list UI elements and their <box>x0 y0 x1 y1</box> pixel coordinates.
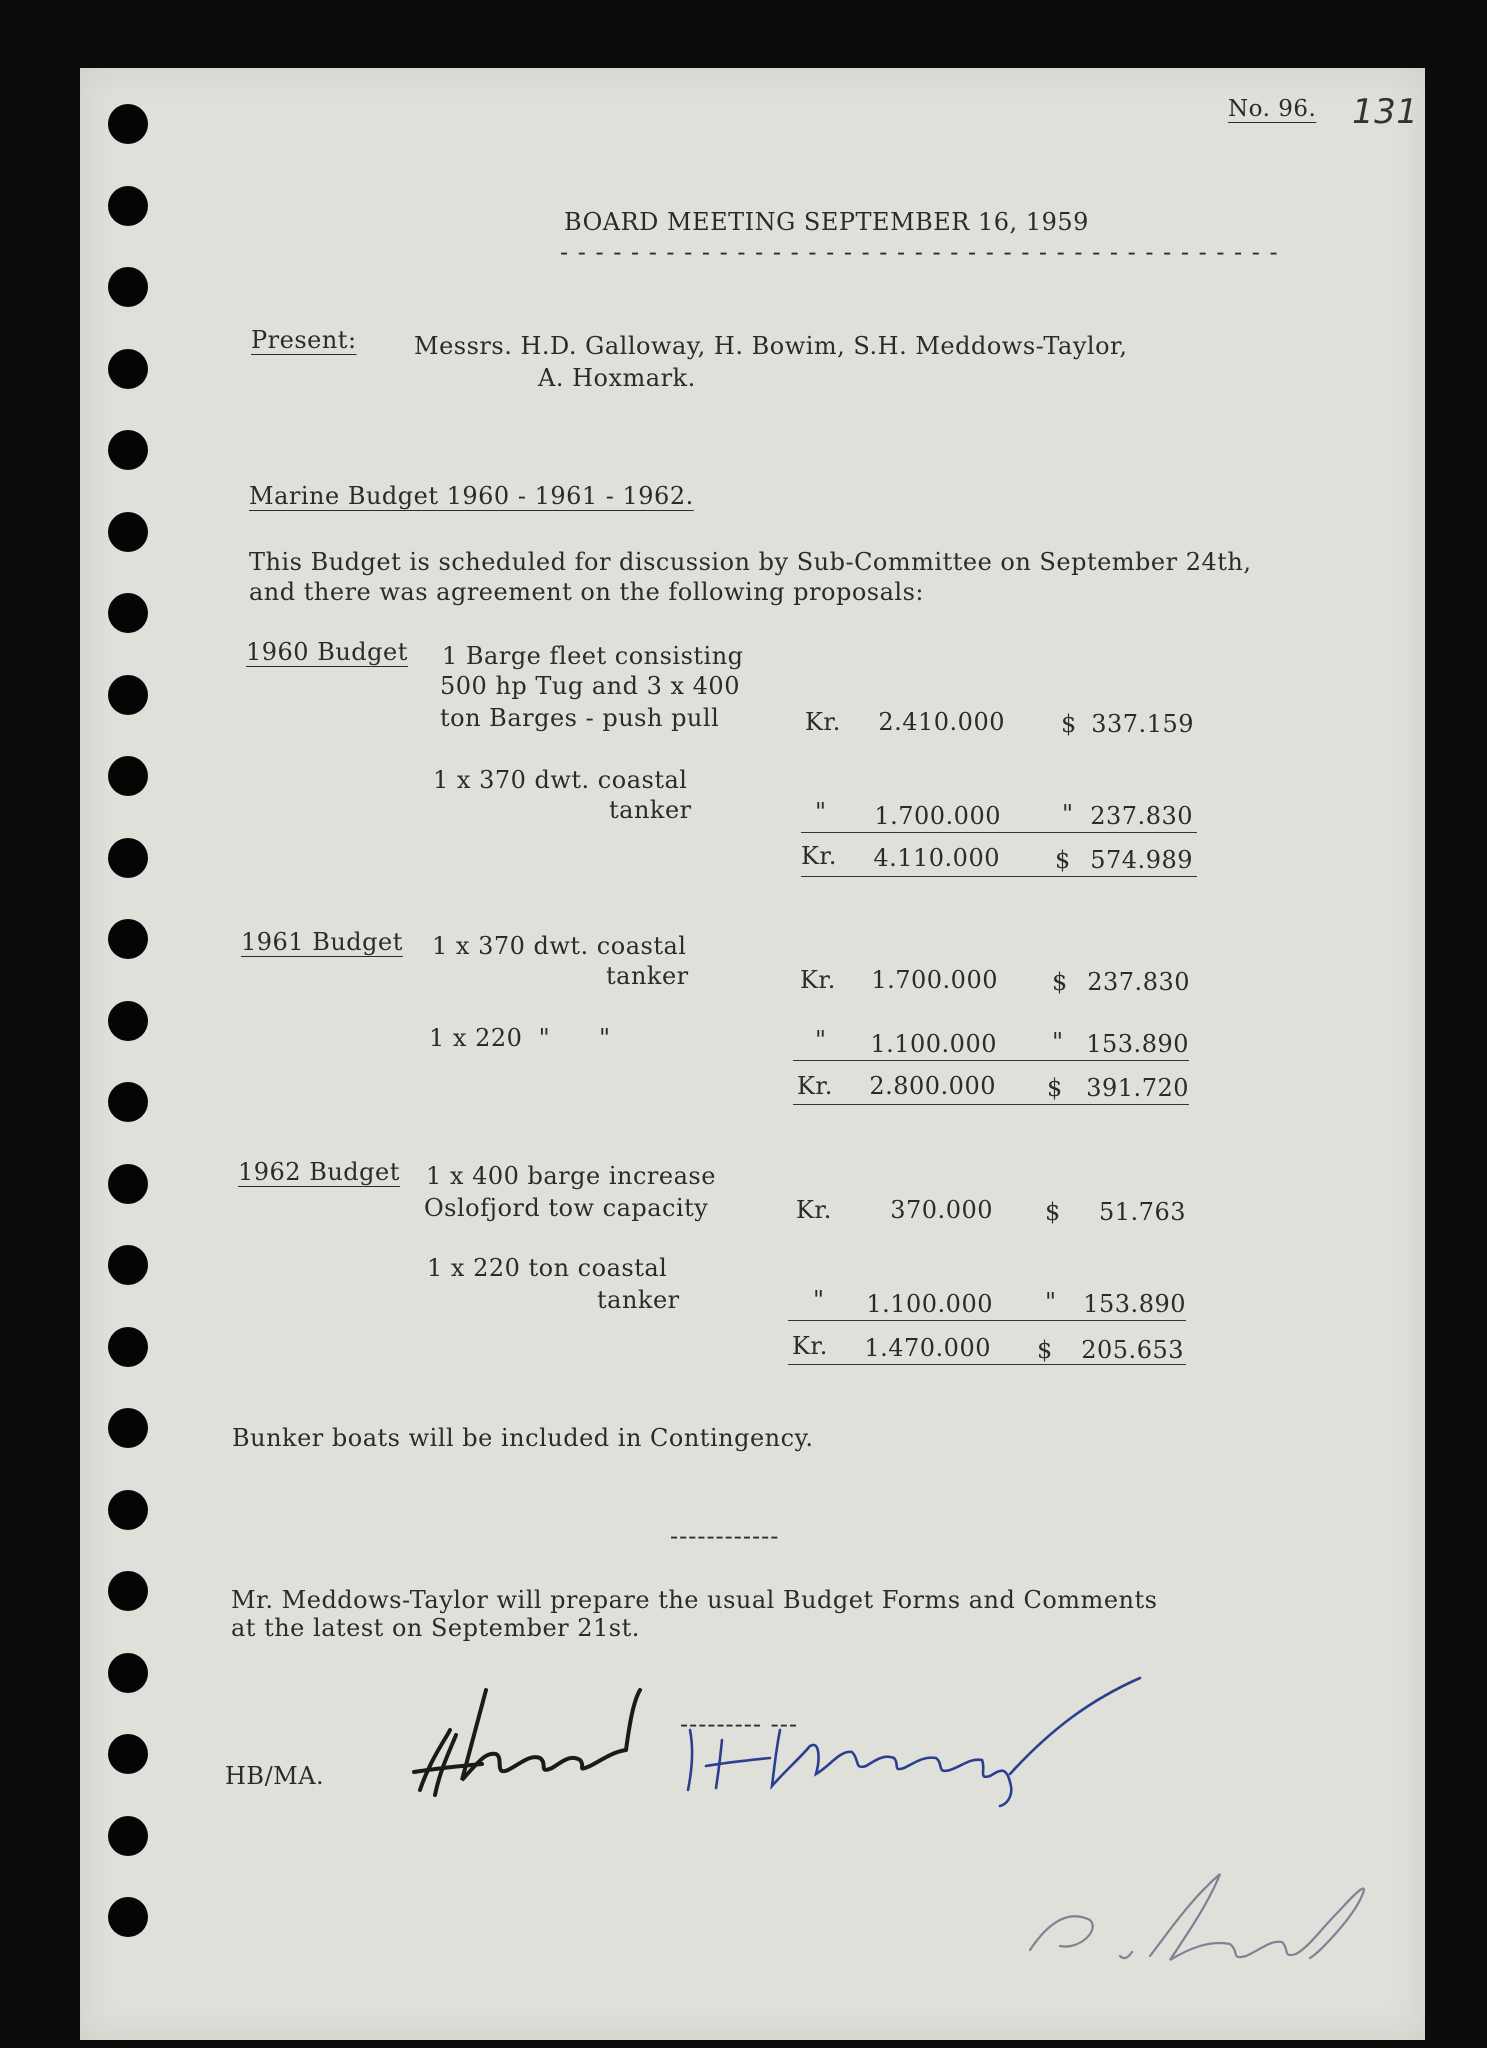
usd-amount: 51.763 <box>1099 1198 1186 1226</box>
signature-line: --------- --- <box>680 1710 798 1738</box>
binder-hole <box>108 349 148 389</box>
binder-hole <box>108 593 148 633</box>
usd-prefix: $ <box>1055 846 1071 874</box>
handwritten-page-number: 131 <box>1352 92 1419 132</box>
binder-hole <box>108 104 148 144</box>
intro-line2: and there was agreement on the following proposals: <box>249 578 924 606</box>
usd-prefix: " <box>1062 800 1074 828</box>
budget-1961-item2-line1: 1 x 220 " " <box>429 1024 611 1052</box>
total-usd-amount: 574.989 <box>1090 846 1193 874</box>
usd-amount: 237.830 <box>1087 968 1190 996</box>
page-title: BOARD MEETING SEPTEMBER 16, 1959 <box>564 208 1089 236</box>
binder-hole <box>108 1327 148 1367</box>
budget-1960-item2-line2: tanker <box>609 796 692 824</box>
kr-amount: 2.410.000 <box>878 708 1005 736</box>
usd-amount: 153.890 <box>1083 1290 1186 1318</box>
budget-1960-label: 1960 Budget <box>246 638 408 666</box>
usd-amount: 237.830 <box>1090 802 1193 830</box>
kr-prefix: " <box>815 798 827 826</box>
usd-prefix: $ <box>1045 1198 1061 1226</box>
usd-prefix: $ <box>1037 1336 1053 1364</box>
binder-hole <box>108 1001 148 1041</box>
binder-hole <box>108 1490 148 1530</box>
binder-hole <box>108 512 148 552</box>
kr-amount: 1.700.000 <box>874 802 1001 830</box>
binder-hole <box>108 1734 148 1774</box>
usd-amount: 153.890 <box>1086 1030 1189 1058</box>
binder-hole <box>108 267 148 307</box>
signature-galloway <box>670 1670 1150 1810</box>
present-names-line1: Messrs. H.D. Galloway, H. Bowim, S.H. Meddows-Taylor, <box>414 332 1128 360</box>
section-heading: Marine Budget 1960 - 1961 - 1962. <box>249 482 694 510</box>
budget-1960-item1-line3: ton Barges - push pull <box>440 704 720 732</box>
typist-initials: HB/MA. <box>225 1762 325 1790</box>
total-rule <box>801 876 1197 877</box>
binder-hole <box>108 675 148 715</box>
kr-prefix: Kr. <box>797 1072 833 1100</box>
usd-prefix: " <box>1052 1028 1064 1056</box>
kr-prefix: " <box>813 1286 825 1314</box>
budget-1961-item1-line1: 1 x 370 dwt. coastal <box>432 932 687 960</box>
closing-line2: at the latest on September 21st. <box>231 1614 640 1642</box>
subtotal-rule <box>801 832 1197 833</box>
total-usd-amount: 205.653 <box>1081 1336 1184 1364</box>
total-rule <box>793 1104 1189 1105</box>
kr-amount: 1.100.000 <box>870 1030 997 1058</box>
subtotal-rule <box>788 1320 1186 1321</box>
kr-prefix: Kr. <box>792 1332 828 1360</box>
total-rule <box>788 1364 1186 1365</box>
total-kr-amount: 2.800.000 <box>869 1072 996 1100</box>
budget-1961-item1-line2: tanker <box>606 962 689 990</box>
budget-1962-item2-line1: 1 x 220 ton coastal <box>427 1254 668 1282</box>
total-kr-amount: 4.110.000 <box>873 844 1000 872</box>
binder-hole <box>108 1571 148 1611</box>
binder-hole <box>108 838 148 878</box>
usd-prefix: $ <box>1052 968 1068 996</box>
budget-1962-item1-line1: 1 x 400 barge increase <box>426 1162 716 1190</box>
signature-initial-bottom <box>1020 1860 1380 1970</box>
usd-amount: 337.159 <box>1091 710 1194 738</box>
binder-hole <box>108 430 148 470</box>
binder-hole <box>108 186 148 226</box>
present-names-line2: A. Hoxmark. <box>538 364 696 392</box>
binder-hole <box>108 1408 148 1448</box>
binder-hole <box>108 1164 148 1204</box>
usd-prefix: " <box>1045 1288 1057 1316</box>
budget-1961-label: 1961 Budget <box>241 928 403 956</box>
usd-prefix: $ <box>1047 1074 1063 1102</box>
total-kr-amount: 1.470.000 <box>864 1334 991 1362</box>
budget-1962-item2-line2: tanker <box>597 1286 680 1314</box>
subtotal-rule <box>793 1060 1189 1061</box>
binder-hole <box>108 1245 148 1285</box>
usd-prefix: $ <box>1061 710 1077 738</box>
binder-hole <box>108 1082 148 1122</box>
budget-1962-item1-line2: Oslofjord tow capacity <box>424 1194 709 1222</box>
binder-hole <box>108 1816 148 1856</box>
binder-hole <box>108 919 148 959</box>
kr-prefix: " <box>815 1026 827 1054</box>
budget-1960-item1-line1: 1 Barge fleet consisting <box>442 642 744 670</box>
document-number: No. 96. <box>1228 96 1317 122</box>
kr-amount: 1.700.000 <box>871 966 998 994</box>
present-label: Present: <box>251 326 357 354</box>
separator: ------------ <box>670 1522 780 1550</box>
budget-1962-label: 1962 Budget <box>238 1158 400 1186</box>
budget-1960-item2-line1: 1 x 370 dwt. coastal <box>433 766 688 794</box>
kr-prefix: Kr. <box>800 966 836 994</box>
binder-hole <box>108 756 148 796</box>
kr-prefix: Kr. <box>796 1196 832 1224</box>
binder-hole <box>108 1897 148 1937</box>
bunker-note: Bunker boats will be included in Contingency. <box>232 1424 814 1452</box>
signature-bowim <box>390 1680 680 1820</box>
kr-amount: 1.100.000 <box>866 1290 993 1318</box>
kr-prefix: Kr. <box>801 842 837 870</box>
binder-hole <box>108 1653 148 1693</box>
intro-line1: This Budget is scheduled for discussion by Sub-Committee on September 24th, <box>249 548 1252 576</box>
budget-1960-item1-line2: 500 hp Tug and 3 x 400 <box>440 672 740 700</box>
total-usd-amount: 391.720 <box>1086 1074 1189 1102</box>
kr-prefix: Kr. <box>805 708 841 736</box>
title-underline: - - - - - - - - - - - - - - - - - - - - - - - - - - - - - - - - - - - - - - - - - <box>560 238 1279 266</box>
kr-amount: 370.000 <box>890 1196 993 1224</box>
closing-line1: Mr. Meddows-Taylor will prepare the usual Budget Forms and Comments <box>231 1586 1158 1614</box>
